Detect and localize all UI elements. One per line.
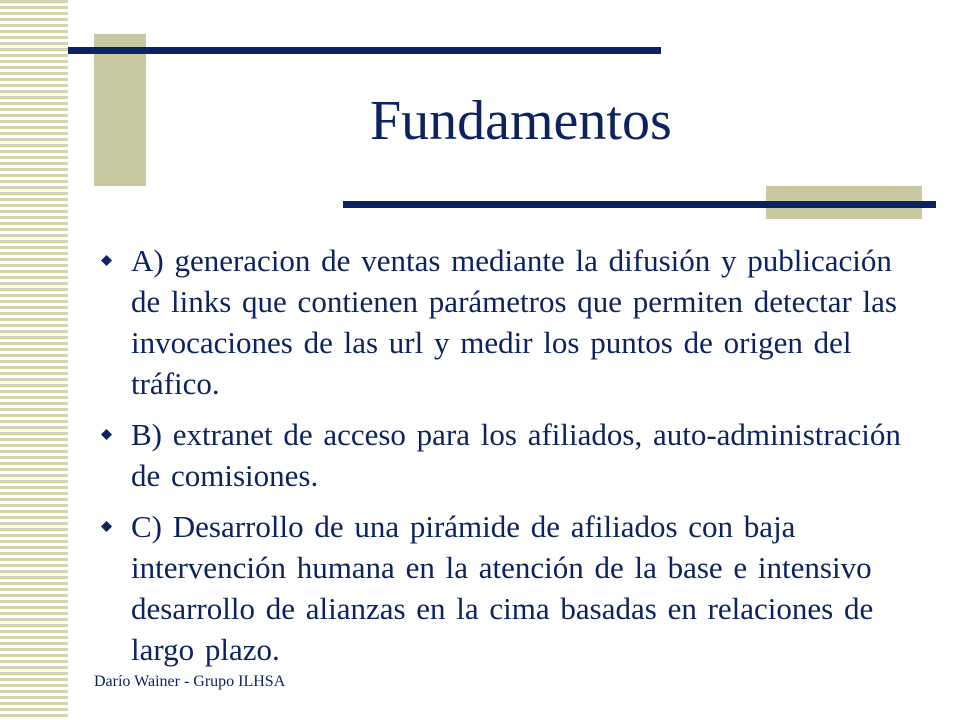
- slide-title: Fundamentos: [370, 90, 672, 152]
- bullet-text: A) generacion de ventas mediante la difusión y publicación de links que contienen parámetros que permiten detectar las invocaciones de las url y medir los puntos de origen del tráfico.: [131, 243, 897, 401]
- bullet-list: [98, 240, 914, 680]
- bullet-item: [98, 414, 914, 496]
- footer-author: Darío Wainer - Grupo ILHSA: [94, 673, 286, 690]
- decorative-stripes: [0, 0, 68, 720]
- decorative-rule-bottom: [343, 201, 936, 208]
- decorative-rule-top: [68, 47, 661, 54]
- diamond-bullet-icon: [101, 255, 112, 266]
- diamond-bullet-icon: [101, 429, 112, 440]
- bullet-item: [98, 240, 914, 404]
- bullet-text: B) extranet de acceso para los afiliados, auto-administración de comisiones.: [131, 417, 901, 493]
- diamond-bullet-icon: [101, 521, 112, 532]
- bullet-text: C) Desarrollo de una pirámide de afiliados con baja intervención humana en la atención de la base e intensivo desarrollo de alianzas en la cima basadas en relaciones de largo plazo.: [131, 509, 874, 667]
- bullet-item: [98, 506, 914, 670]
- decorative-accent-block-top: [94, 34, 146, 186]
